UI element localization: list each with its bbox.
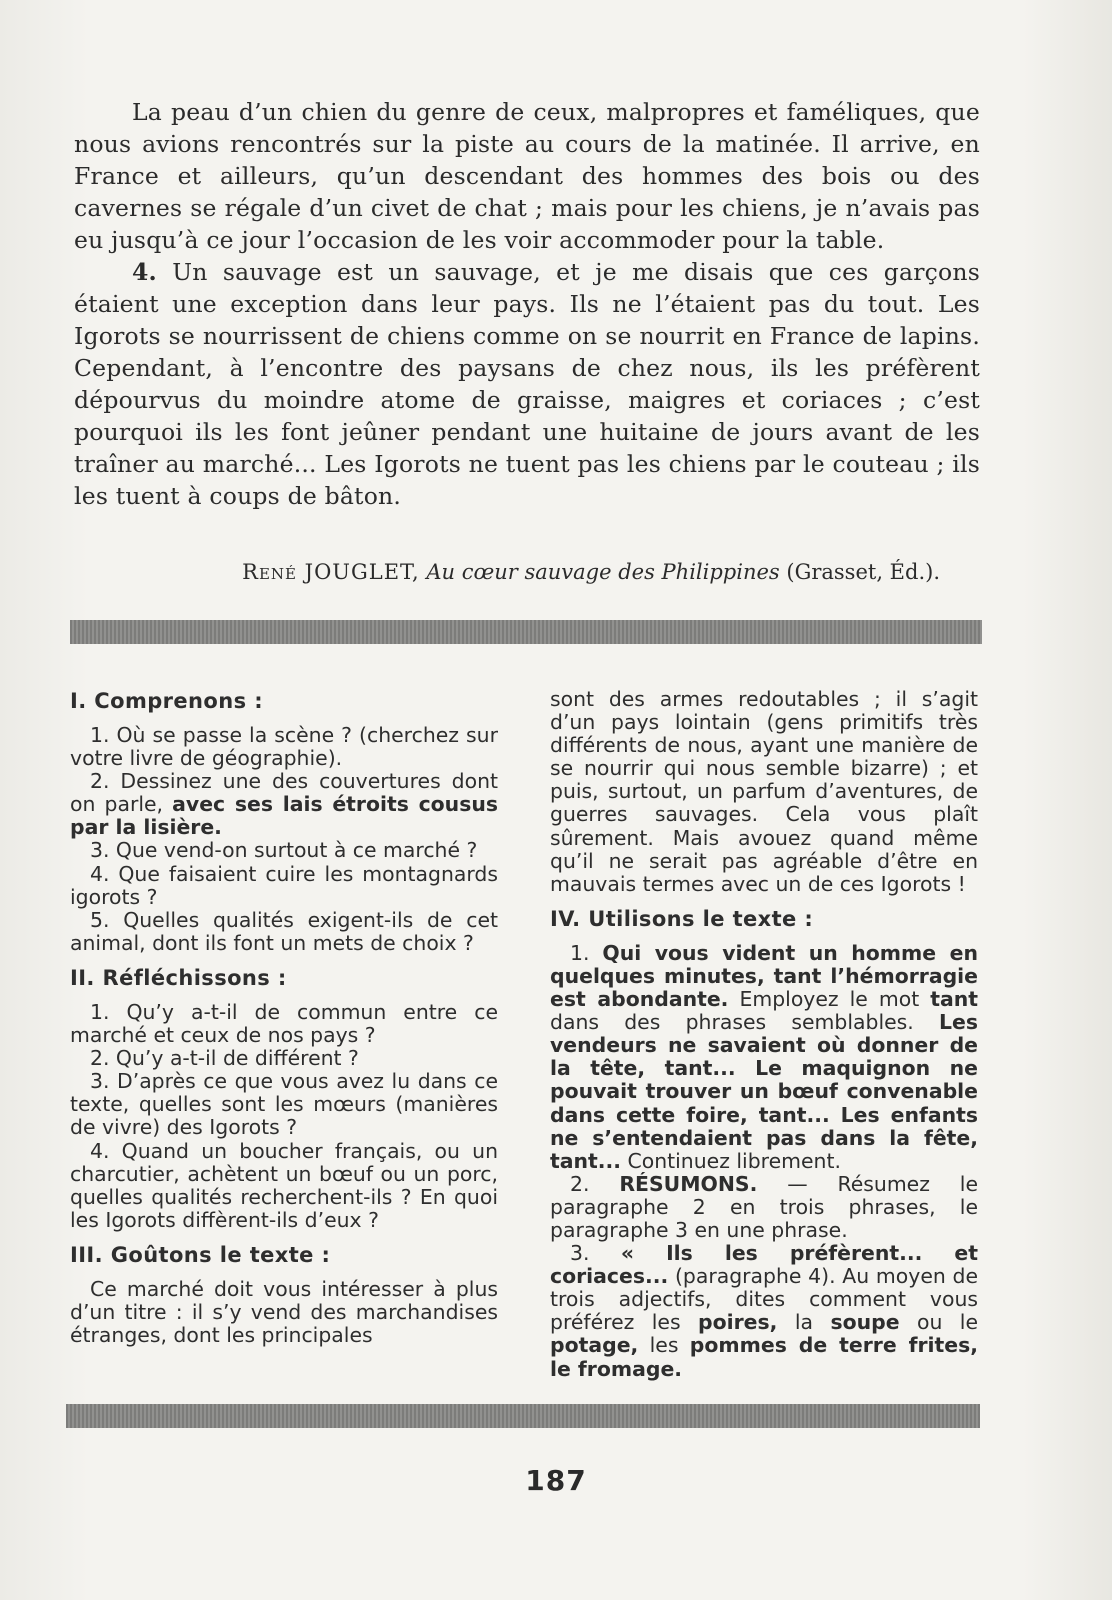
passage-paragraph-3: La peau d’un chien du genre de ceux, malpropres et faméliques, que nous avions rencontrés sur la piste au cours de la matinée. Il arrive, en France et ailleurs, qu’un descendant des hommes des bois ou des cavernes se régale d’un civet de chat ; mais pour les chiens, je n’avais pas eu jusqu’à ce jour l’occasion de les voir accommoder pour la table. [74,98,980,254]
section-heading-goutons: III. Goûtons le texte : [70,1242,331,1267]
question: 5. Quelles qualités exigent-ils de cet animal, dont ils font un mets de choix ? [70,907,498,955]
question-text: — Résumez le paragraphe 2 en trois phrases, le paragraphe 3 en une phrase. [550,1171,979,1242]
question: 2. Qu’y a-t-il de différent ? [90,1046,359,1071]
section-text-continued: sont des armes redoutables ; il s’agit d’un pays lointain (gens primitifs très différents de nous, ayant une manière de se nourrir qui nous semble bizarre) ; et puis, surtout, un parfum d’aventures, de guerres sauvages. Cela vous plaît sûrement. Mais avouez quand même qu’il ne serait pas agréable d’être en mauvais termes avec un de ces Igorots ! [550,687,978,896]
citation-book-title: Au cœur sauvage des Philippines [426,560,780,584]
passage-paragraph-4 [74,256,980,512]
question-text: les [649,1333,679,1358]
question [550,942,978,1173]
question-number: 2. [570,1171,590,1196]
section-heading-utilisons: IV. Utilisons le texte : [550,906,814,931]
top-divider-bar [70,620,982,644]
question-emphasis: potage, [550,1333,639,1358]
source-citation [74,560,940,584]
question-emphasis: tant [930,987,979,1012]
question-emphasis: RÉSUMONS. [619,1171,758,1196]
question-number: 1. [570,940,590,965]
question-text: Continuez librement. [627,1148,841,1173]
question: 3. D’après ce que vous avez lu dans ce texte, quelles sont les mœurs (manières de vivre) des Igorots ? [70,1069,498,1140]
paragraph-4-text: Un sauvage est un sauvage, et je me disais que ces garçons étaient une exception dans leur pays. Ils ne l’étaient pas du tout. Les Igorots se nourrissent de chiens comme on se nourrit en France de lapins. Cependant, à l’encontre des paysans de chez nous, ils les préfèrent dépourvus du moindre atome de graisse, maigres et coriaces ; c’est pourquoi ils les font jeûner pendant une huitaine de jours avant de les traîner au marché... Les Igorots ne tuent pas les chiens par le couteau ; ils les tuent à coups de bâton. [74,258,980,510]
question-number: 3. [570,1241,590,1266]
question [550,1242,978,1381]
question-emphasis: « Ils les préfèrent... et coriaces... [550,1241,978,1289]
citation-author: René JOUGLET, [242,560,420,584]
question-text: 2. Dessinez une des couvertures dont on parle, [70,769,498,817]
question-emphasis: poires, [698,1310,778,1335]
question: 1. Qu’y a-t-il de commun entre ce marché et ceux de nos pays ? [70,999,498,1048]
question [70,770,498,839]
question-emphasis: Les vendeurs ne savaient où donner de la tête, tant... Le maquignon ne pouvait trouver un bœuf convenable dans cette foire, tant... Les enfants ne s’entendaient pas dans la fête, tant... [550,1010,978,1173]
passage-text [74,96,980,512]
question [550,1173,978,1242]
question: 1. Où se passe la scène ? (cherchez sur votre livre de géographie). [70,723,498,771]
question: 4. Quand un boucher français, ou un charcutier, achètent un bœuf ou un porc, quelles qualités recherchent-ils ? En quoi les Igorots diffèrent-ils d’eux ? [70,1138,498,1232]
page-number: 187 [525,1464,587,1497]
exercises-right-column [550,688,978,1381]
question-emphasis: avec ses lais étroits cousus par la lisière. [70,792,498,840]
question-emphasis: pommes de terre frites, le fromage. [550,1333,978,1381]
question-text: dans des phrases semblables. [550,1010,914,1035]
paragraph-number: 4. [132,258,157,286]
question-text: Employez le mot [739,987,920,1012]
section-heading-comprenons: I. Comprenons : [70,689,263,713]
question-text: la [794,1310,814,1335]
section-heading-reflechissons: II. Réfléchissons : [70,965,287,990]
citation-publisher: (Grasset, Éd.). [786,560,940,584]
bottom-divider-bar [66,1404,980,1428]
question: 3. Que vend-on surtout à ce marché ? [90,838,478,863]
question: 4. Que faisaient cuire les montagnards igorots ? [70,861,498,909]
question-text: (paragraphe 4). Au moyen de trois adjectifs, dites comment vous préférez les [550,1264,979,1335]
question-emphasis: soupe [830,1310,900,1335]
question-text: ou le [916,1310,979,1335]
exercises-left-column [70,684,498,1347]
section-text: Ce marché doit vous intéresser à plus d’un titre : il s’y vend des marchandises étranges, dont les principales [70,1276,498,1348]
question-emphasis: Qui vous vident un homme en quelques minutes, tant l’hémorragie est abondante. [550,940,978,1012]
